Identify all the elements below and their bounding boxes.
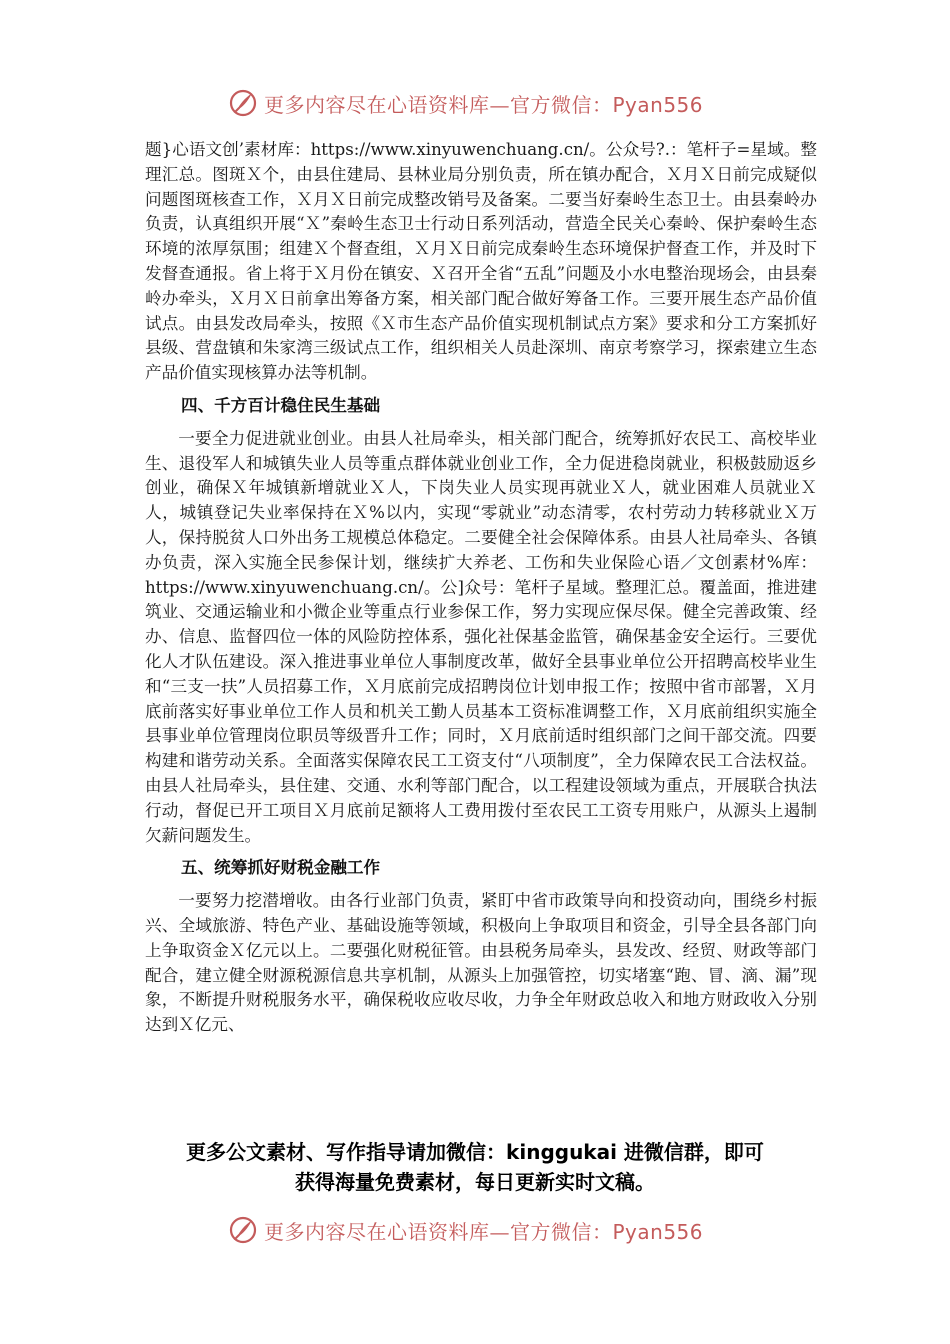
footer-banner-label: 更多内容尽在心语资料库—官方微信： [264, 1219, 613, 1244]
header-banner-wechat-id: Pyan556 [612, 92, 704, 117]
section-4-heading: 四、千方百计稳住民生基础 [181, 395, 381, 415]
section-5-heading: 五、统筹抓好财税金融工作 [181, 858, 381, 878]
header-banner [228, 85, 703, 121]
promo-note [0, 1137, 950, 1197]
header-banner-label: 更多内容尽在心语资料库—官方微信： [264, 92, 613, 117]
footer-banner [228, 1212, 703, 1248]
intro-paragraph: 题}心语文创’素材库：https://www.xinyuwenchuang.cn/。公众号?.：笔杆子=星域。整理汇总。图斑Ｘ个，由县住建局、县林业局分别负责，所在镇办配合，Ｘ月Ｘ日前完成疑似问题图斑核查工作，Ｘ月Ｘ日前完成整改销号及备案。二要当好秦岭生态卫士。由县秦岭办负责，认真组织开展“Ｘ”秦岭生态卫士行动日系列活动，营造全民关心秦岭、保护秦岭生态环境的浓厚氛围；组建Ｘ个督查组，Ｘ月Ｘ日前完成秦岭生态环境保护督查工作，并及时下发督查通报。省上将于Ｘ月份在镇安、Ｘ召开全省“五乱”问题及小水电整治现场会，由县秦岭办牵头，Ｘ月Ｘ日前拿出筹备方案，相关部门配合做好筹备工作。三要开展生态产品价值试点。由县发改局牵头，按照《Ｘ市生态产品价值实现机制试点方案》要求和分工方案抓好县级、营盘镇和朱家湾三级试点工作，组织相关人员赴深圳、南京考察学习，探索建立生态产品价值实现核算办法等机制。 [145, 140, 817, 383]
promo-note-line-1: 更多公文素材、写作指导请加微信：kinggukai 进微信群，即可 [186, 1140, 764, 1164]
promo-note-line-2: 获得海量免费素材，每日更新实时文稿。 [295, 1170, 655, 1194]
section-4-paragraph: 一要全力促进就业创业。由县人社局牵头，相关部门配合，统筹抓好农民工、高校毕业生、退役军人和城镇失业人员等重点群体就业创业工作，全力促进稳岗就业，积极鼓励返乡创业，确保Ｘ年城镇新增就业Ｘ人，下岗失业人员实现再就业Ｘ人，就业困难人员就业Ｘ人，城镇登记失业率保持在Ｘ%以内，实现“零就业”动态清零，农村劳动力转移就业Ｘ万人，保持脱贫人口外出务工规模总体稳定。二要健全社会保障体系。由县人社局牵头、各镇办负责，深入实施全民参保计划，继续扩大养老、工伤和失业保险心语／文创素材%库：https://www.xinyuwenchuang.cn/。公]众号：笔杆子星域。整理汇总。覆盖面，推进建筑业、交通运输业和小微企业等重点行业参保工作，努力实现应保尽保。健全完善政策、经办、信息、监督四位一体的风险防控体系，强化社保基金监管，确保基金安全运行。三要优化人才队伍建设。深入推进事业单位人事制度改革，做好全县事业单位公开招聘高校毕业生和“三支一扶”人员招募工作，Ｘ月底前完成招聘岗位计划申报工作；按照中省市部署，Ｘ月底前落实好事业单位工作人员和机关工勤人员基本工资标准调整工作，Ｘ月底前组织实施全县事业单位管理岗位职员等级晋升工作；同时，Ｘ月底前适时组织部门之间干部交流。四要构建和谐劳动关系。全面落实保障农民工工资支付“八项制度”，全力保障农民工合法权益。由县人社局牵头，县住建、交通、水利等部门配合，以工程建设领域为重点，开展联合执法行动，督促已开工项目Ｘ月底前足额将人工费用拨付至农民工工资专用账户，从源头上遏制欠薪问题发生。 [145, 428, 817, 845]
section-5-paragraph: 一要努力挖潜增收。由各行业部门负责，紧盯中省市政策导向和投资动向，围绕乡村振兴、全域旅游、特色产业、基础设施等领域，积极向上争取项目和资金，引导全县各部门向上争取资金Ｘ亿元以上。二要强化财税征管。由县税务局牵头，县发改、经贸、财政等部门配合，建立健全财源税源信息共享机制，从源头上加强管控，切实堵塞“跑、冒、滴、漏”现象，不断提升财税服务水平，确保税收应收尽收，力争全年财政总收入和地方财政收入分别达到Ｘ亿元、 [145, 891, 817, 1035]
document-body [145, 138, 817, 1038]
quill-pen-logo-icon [228, 1215, 258, 1245]
footer-banner-wechat-id: Pyan556 [612, 1219, 704, 1244]
footer-banner-text [264, 1216, 703, 1245]
quill-pen-logo-icon [228, 88, 258, 118]
header-banner-text [264, 89, 703, 118]
